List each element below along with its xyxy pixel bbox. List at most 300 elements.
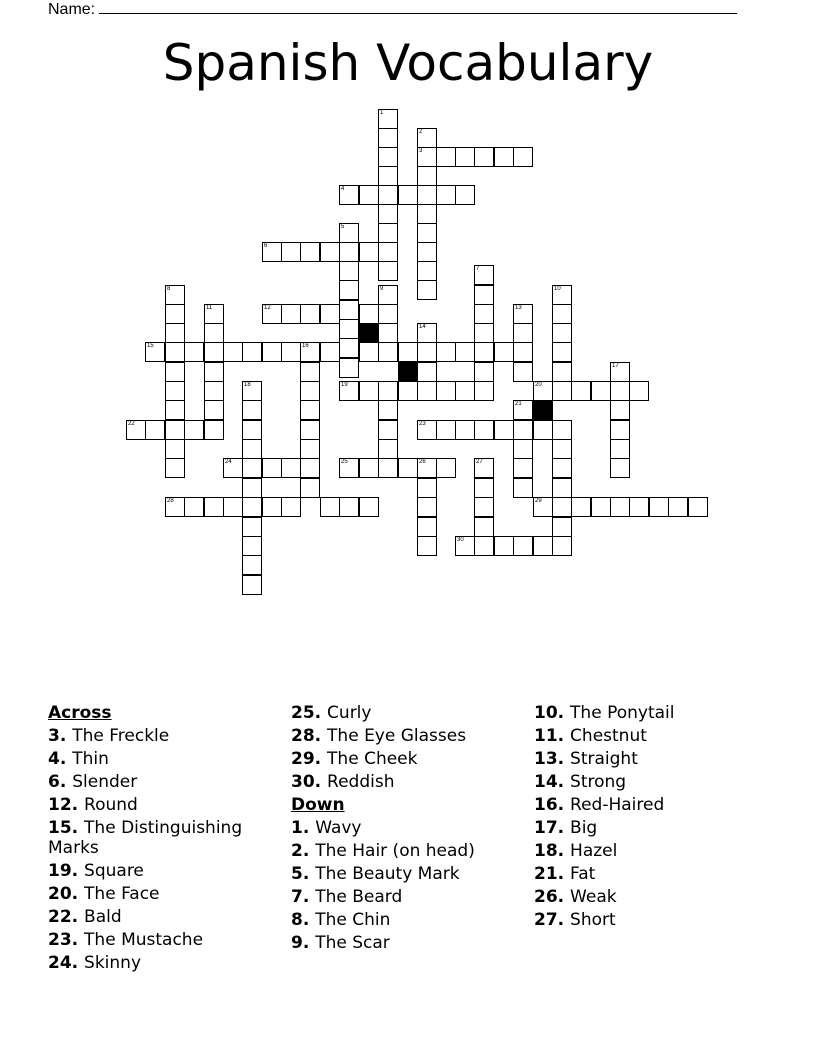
grid-cell[interactable] (204, 362, 224, 382)
clue-item-number: 13. (534, 749, 571, 769)
clues-column-2 (291, 703, 521, 956)
grid-cell[interactable] (184, 342, 204, 362)
clue-item-text: The Mustache (84, 930, 204, 950)
grid-cell[interactable] (300, 439, 320, 459)
grid-cell[interactable] (281, 342, 301, 362)
clue-item (534, 749, 764, 769)
grid-cell[interactable] (474, 304, 494, 324)
clue-number: 10 (554, 286, 561, 292)
grid-cell[interactable] (417, 204, 437, 224)
clue-item (534, 910, 764, 930)
clue-item-text: The Eye Glasses (327, 726, 467, 746)
grid-cell[interactable] (591, 497, 611, 517)
grid-cell[interactable] (417, 323, 437, 343)
clue-number: 14 (419, 324, 426, 330)
grid-cell[interactable] (571, 497, 591, 517)
grid-cell[interactable] (359, 242, 379, 262)
grid-cell[interactable] (242, 478, 262, 498)
grid-cell[interactable] (417, 497, 437, 517)
clue-item (291, 887, 521, 907)
clue-number: 12 (264, 305, 271, 311)
grid-cell[interactable] (629, 497, 649, 517)
grid-cell[interactable] (378, 242, 398, 262)
clue-item-number: 17. (534, 818, 571, 838)
grid-cell[interactable] (591, 381, 611, 401)
clue-number: 30 (457, 537, 464, 543)
clue-item-number: 24. (48, 953, 85, 973)
grid-cell[interactable] (320, 342, 340, 362)
grid-cell[interactable] (359, 497, 379, 517)
clue-item-text: The Chin (315, 910, 391, 930)
grid-cell[interactable] (242, 555, 262, 575)
grid-cell[interactable] (571, 381, 591, 401)
grid-cell[interactable] (320, 497, 340, 517)
grid-cell[interactable] (533, 420, 553, 440)
grid-cell[interactable] (417, 381, 437, 401)
clue-item-text: The Cheek (327, 749, 418, 769)
clue-number: 27 (476, 459, 483, 465)
grid-cell[interactable] (242, 458, 262, 478)
grid-cell[interactable] (474, 517, 494, 537)
clue-item-number: 5. (291, 864, 316, 884)
grid-cell[interactable] (436, 185, 456, 205)
clue-item-text: Thin (72, 749, 109, 769)
grid-cell[interactable] (513, 147, 533, 167)
clue-item-text: Slender (72, 772, 138, 792)
grid-cell[interactable] (281, 242, 301, 262)
grid-cell[interactable] (165, 400, 185, 420)
clue-number: 20 (535, 382, 542, 388)
grid-cell[interactable] (378, 261, 398, 281)
clue-number: 24 (225, 459, 232, 465)
grid-cell[interactable] (359, 304, 379, 324)
clue-item-text: Bald (84, 907, 122, 927)
grid-cell[interactable] (455, 536, 475, 556)
clue-item-text: Hazel (570, 841, 618, 861)
grid-cell[interactable] (378, 185, 398, 205)
clue-item (534, 818, 764, 838)
grid-cell[interactable] (474, 342, 494, 362)
clue-item (48, 818, 278, 858)
grid-cell[interactable] (165, 497, 185, 517)
grid-cell[interactable] (339, 300, 359, 320)
grid-cell[interactable] (649, 497, 669, 517)
grid-cell[interactable] (474, 285, 494, 305)
grid-cell[interactable] (165, 342, 185, 362)
grid-cell[interactable] (378, 420, 398, 440)
grid-cell[interactable] (339, 497, 359, 517)
clue-number: 16 (302, 343, 309, 349)
grid-cell[interactable] (242, 536, 262, 556)
grid-cell[interactable] (436, 381, 456, 401)
grid-cell[interactable] (165, 304, 185, 324)
grid-cell[interactable] (204, 323, 224, 343)
grid-cell[interactable] (417, 458, 437, 478)
clue-item-number: 28. (291, 726, 328, 746)
clue-item (534, 795, 764, 815)
clue-item (291, 841, 521, 861)
clue-number: 26 (419, 459, 426, 465)
grid-cell[interactable] (610, 381, 630, 401)
grid-cell[interactable] (552, 362, 572, 382)
grid-cell[interactable] (417, 342, 437, 362)
page-title: Spanish Vocabulary (162, 34, 654, 92)
clue-item-text: Weak (570, 887, 617, 907)
clue-number: 19 (341, 382, 348, 388)
clue-item-text: The Distinguishing Marks (48, 818, 243, 858)
clue-item (48, 726, 278, 746)
grid-cell[interactable] (513, 458, 533, 478)
grid-cell[interactable] (513, 400, 533, 420)
grid-cell[interactable] (417, 261, 437, 281)
grid-cell[interactable] (378, 342, 398, 362)
across-clue-list (48, 726, 278, 973)
grid-cell[interactable] (339, 319, 359, 339)
grid-cell[interactable] (552, 323, 572, 343)
clue-number: 4 (341, 186, 345, 192)
grid-cell[interactable] (436, 147, 456, 167)
clue-item-number: 16. (534, 795, 571, 815)
clue-item (48, 930, 278, 950)
grid-cell[interactable] (417, 362, 437, 382)
grid-cell[interactable] (242, 439, 262, 459)
grid-cell[interactable] (378, 400, 398, 420)
grid-cell[interactable] (204, 342, 224, 362)
clue-item (534, 703, 764, 723)
clue-item-text: Red-Haired (570, 795, 665, 815)
grid-cell[interactable] (339, 185, 359, 205)
grid-cell[interactable] (513, 536, 533, 556)
grid-cell[interactable] (339, 261, 359, 281)
grid-cell[interactable] (513, 439, 533, 459)
grid-cell[interactable] (417, 280, 437, 300)
grid-cell[interactable] (398, 342, 418, 362)
grid-cell[interactable] (610, 420, 630, 440)
across-clue-list-continued (291, 703, 521, 792)
grid-cell[interactable] (242, 420, 262, 440)
clue-number: 7 (476, 266, 480, 272)
clue-item-text: Chestnut (570, 726, 647, 746)
grid-cell[interactable] (339, 358, 359, 378)
grid-cell[interactable] (378, 323, 398, 343)
grid-cell[interactable] (494, 536, 514, 556)
grid-cell[interactable] (300, 342, 320, 362)
clue-item-text: Fat (570, 864, 596, 884)
grid-cell[interactable] (378, 285, 398, 305)
grid-cell[interactable] (339, 458, 359, 478)
clues-column-1 (48, 703, 278, 976)
clue-item-number: 26. (534, 887, 571, 907)
clue-item-number: 14. (534, 772, 571, 792)
grid-cell[interactable] (242, 400, 262, 420)
grid-cell[interactable] (359, 458, 379, 478)
clue-item (291, 703, 521, 723)
grid-cell[interactable] (242, 575, 262, 595)
clue-item-number: 22. (48, 907, 85, 927)
grid-cell[interactable] (204, 497, 224, 517)
clue-item-text: The Face (84, 884, 160, 904)
grid-cell[interactable] (610, 439, 630, 459)
clue-item-number: 20. (48, 884, 85, 904)
clue-item-number: 21. (534, 864, 571, 884)
clue-item-number: 9. (291, 933, 316, 953)
grid-cell[interactable] (242, 517, 262, 537)
clue-number: 5 (341, 224, 345, 230)
grid-cell[interactable] (262, 497, 282, 517)
grid-block (398, 362, 418, 382)
grid-block (359, 323, 379, 343)
grid-cell[interactable] (378, 458, 398, 478)
grid-cell[interactable] (688, 497, 708, 517)
grid-cell[interactable] (455, 420, 475, 440)
clue-item-text: The Beauty Mark (315, 864, 460, 884)
grid-cell[interactable] (417, 242, 437, 262)
grid-cell[interactable] (455, 381, 475, 401)
clue-item-number: 8. (291, 910, 316, 930)
grid-cell[interactable] (417, 478, 437, 498)
grid-cell[interactable] (513, 362, 533, 382)
grid-cell[interactable] (455, 185, 475, 205)
grid-cell[interactable] (320, 304, 340, 324)
down-heading: Down (291, 795, 345, 815)
clue-item (291, 818, 521, 838)
grid-cell[interactable] (378, 109, 398, 129)
name-label: Name: (48, 1, 96, 18)
grid-cell[interactable] (474, 381, 494, 401)
grid-cell[interactable] (339, 338, 359, 358)
clue-item-number: 2. (291, 841, 316, 861)
clue-item-number: 1. (291, 818, 316, 838)
clue-number: 13 (515, 305, 522, 311)
grid-cell[interactable] (378, 381, 398, 401)
grid-block (533, 400, 553, 420)
grid-cell[interactable] (281, 458, 301, 478)
grid-cell[interactable] (378, 128, 398, 148)
grid-cell[interactable] (262, 342, 282, 362)
grid-cell[interactable] (552, 536, 572, 556)
grid-cell[interactable] (455, 342, 475, 362)
grid-cell[interactable] (552, 342, 572, 362)
grid-cell[interactable] (300, 242, 320, 262)
clue-number: 3 (419, 148, 423, 154)
grid-cell[interactable] (417, 185, 437, 205)
clue-item-number: 23. (48, 930, 85, 950)
grid-cell[interactable] (610, 458, 630, 478)
grid-cell[interactable] (300, 458, 320, 478)
grid-cell[interactable] (629, 381, 649, 401)
grid-cell[interactable] (165, 420, 185, 440)
grid-cell[interactable] (281, 497, 301, 517)
clue-item (291, 864, 521, 884)
grid-cell[interactable] (223, 497, 243, 517)
grid-cell[interactable] (610, 362, 630, 382)
grid-cell[interactable] (533, 381, 553, 401)
grid-cell[interactable] (474, 147, 494, 167)
grid-cell[interactable] (474, 497, 494, 517)
grid-cell[interactable] (474, 478, 494, 498)
grid-cell[interactable] (126, 420, 146, 440)
clue-number: 22 (128, 421, 135, 427)
grid-cell[interactable] (552, 439, 572, 459)
grid-cell[interactable] (552, 517, 572, 537)
grid-cell[interactable] (417, 147, 437, 167)
clue-item-number: 6. (48, 772, 73, 792)
clue-item (48, 795, 278, 815)
grid-cell[interactable] (552, 458, 572, 478)
grid-cell[interactable] (262, 304, 282, 324)
clue-item-number: 10. (534, 703, 571, 723)
grid-cell[interactable] (242, 342, 262, 362)
grid-cell[interactable] (610, 497, 630, 517)
clue-item-text: Straight (570, 749, 638, 769)
grid-cell[interactable] (339, 280, 359, 300)
grid-cell[interactable] (165, 458, 185, 478)
grid-cell[interactable] (300, 400, 320, 420)
grid-cell[interactable] (513, 304, 533, 324)
grid-cell[interactable] (417, 128, 437, 148)
grid-cell[interactable] (474, 420, 494, 440)
grid-cell[interactable] (281, 304, 301, 324)
clue-item-text: Short (570, 910, 616, 930)
clue-item-text: The Freckle (72, 726, 170, 746)
grid-cell[interactable] (378, 166, 398, 186)
grid-cell[interactable] (204, 381, 224, 401)
clue-number: 25 (341, 459, 348, 465)
grid-cell[interactable] (300, 420, 320, 440)
grid-cell[interactable] (378, 204, 398, 224)
grid-cell[interactable] (436, 342, 456, 362)
grid-cell[interactable] (204, 420, 224, 440)
clue-item-number: 19. (48, 861, 85, 881)
grid-cell[interactable] (242, 381, 262, 401)
grid-cell[interactable] (533, 497, 553, 517)
grid-cell[interactable] (474, 458, 494, 478)
grid-cell[interactable] (262, 458, 282, 478)
grid-cell[interactable] (242, 497, 262, 517)
clue-item (48, 861, 278, 881)
grid-cell[interactable] (474, 362, 494, 382)
grid-cell[interactable] (417, 166, 437, 186)
grid-cell[interactable] (494, 147, 514, 167)
clue-item (291, 749, 521, 769)
clue-item (291, 772, 521, 792)
grid-cell[interactable] (494, 342, 514, 362)
grid-cell[interactable] (417, 517, 437, 537)
grid-cell[interactable] (300, 362, 320, 382)
grid-cell[interactable] (610, 400, 630, 420)
grid-cell[interactable] (398, 185, 418, 205)
grid-cell[interactable] (184, 420, 204, 440)
grid-cell[interactable] (359, 342, 379, 362)
grid-cell[interactable] (223, 342, 243, 362)
grid-cell[interactable] (339, 242, 359, 262)
clue-item-number: 12. (48, 795, 85, 815)
clue-item (48, 907, 278, 927)
grid-cell[interactable] (359, 185, 379, 205)
grid-cell[interactable] (165, 323, 185, 343)
grid-cell[interactable] (474, 536, 494, 556)
grid-cell[interactable] (474, 265, 494, 285)
grid-cell[interactable] (165, 285, 185, 305)
clue-item-number: 25. (291, 703, 328, 723)
clue-item (534, 864, 764, 884)
grid-cell[interactable] (455, 147, 475, 167)
clue-item-number: 3. (48, 726, 73, 746)
grid-cell[interactable] (145, 420, 165, 440)
grid-cell[interactable] (339, 381, 359, 401)
clue-item-number: 7. (291, 887, 316, 907)
grid-cell[interactable] (300, 478, 320, 498)
grid-cell[interactable] (165, 362, 185, 382)
grid-cell[interactable] (513, 342, 533, 362)
clue-item-text: Curly (327, 703, 372, 723)
grid-cell[interactable] (300, 304, 320, 324)
grid-cell[interactable] (436, 420, 456, 440)
grid-cell[interactable] (378, 223, 398, 243)
clue-number: 28 (167, 498, 174, 504)
grid-cell[interactable] (262, 242, 282, 262)
clue-item-number: 4. (48, 749, 73, 769)
grid-cell[interactable] (552, 285, 572, 305)
clue-item-number: 11. (534, 726, 571, 746)
grid-cell[interactable] (436, 458, 456, 478)
grid-cell[interactable] (320, 242, 340, 262)
clue-number: 17 (612, 363, 619, 369)
grid-cell[interactable] (474, 323, 494, 343)
grid-cell[interactable] (378, 439, 398, 459)
grid-cell[interactable] (533, 536, 553, 556)
grid-cell[interactable] (494, 420, 514, 440)
clues-column-3 (534, 703, 764, 933)
grid-cell[interactable] (668, 497, 688, 517)
grid-cell[interactable] (378, 147, 398, 167)
grid-cell[interactable] (339, 223, 359, 243)
grid-cell[interactable] (552, 381, 572, 401)
down-clue-list-continued (534, 703, 764, 930)
grid-cell[interactable] (145, 342, 165, 362)
grid-cell[interactable] (552, 304, 572, 324)
clue-item-text: The Ponytail (570, 703, 675, 723)
grid-cell[interactable] (513, 478, 533, 498)
grid-cell[interactable] (204, 304, 224, 324)
clue-number: 15 (147, 343, 154, 349)
clue-item-number: 30. (291, 772, 328, 792)
grid-cell[interactable] (398, 381, 418, 401)
grid-cell[interactable] (417, 223, 437, 243)
grid-cell[interactable] (417, 420, 437, 440)
grid-cell[interactable] (378, 304, 398, 324)
grid-cell[interactable] (165, 381, 185, 401)
clue-number: 1 (380, 110, 384, 116)
grid-cell[interactable] (359, 381, 379, 401)
grid-cell[interactable] (300, 381, 320, 401)
across-heading: Across (48, 703, 112, 723)
grid-cell[interactable] (417, 536, 437, 556)
grid-cell[interactable] (552, 478, 572, 498)
grid-cell[interactable] (165, 439, 185, 459)
grid-cell[interactable] (513, 420, 533, 440)
grid-cell[interactable] (184, 497, 204, 517)
grid-cell[interactable] (513, 323, 533, 343)
grid-cell[interactable] (552, 420, 572, 440)
clue-item-number: 29. (291, 749, 328, 769)
grid-cell[interactable] (398, 458, 418, 478)
grid-cell[interactable] (552, 497, 572, 517)
grid-cell[interactable] (223, 458, 243, 478)
clue-item (48, 772, 278, 792)
clue-item-text: Big (570, 818, 598, 838)
grid-cell[interactable] (204, 400, 224, 420)
